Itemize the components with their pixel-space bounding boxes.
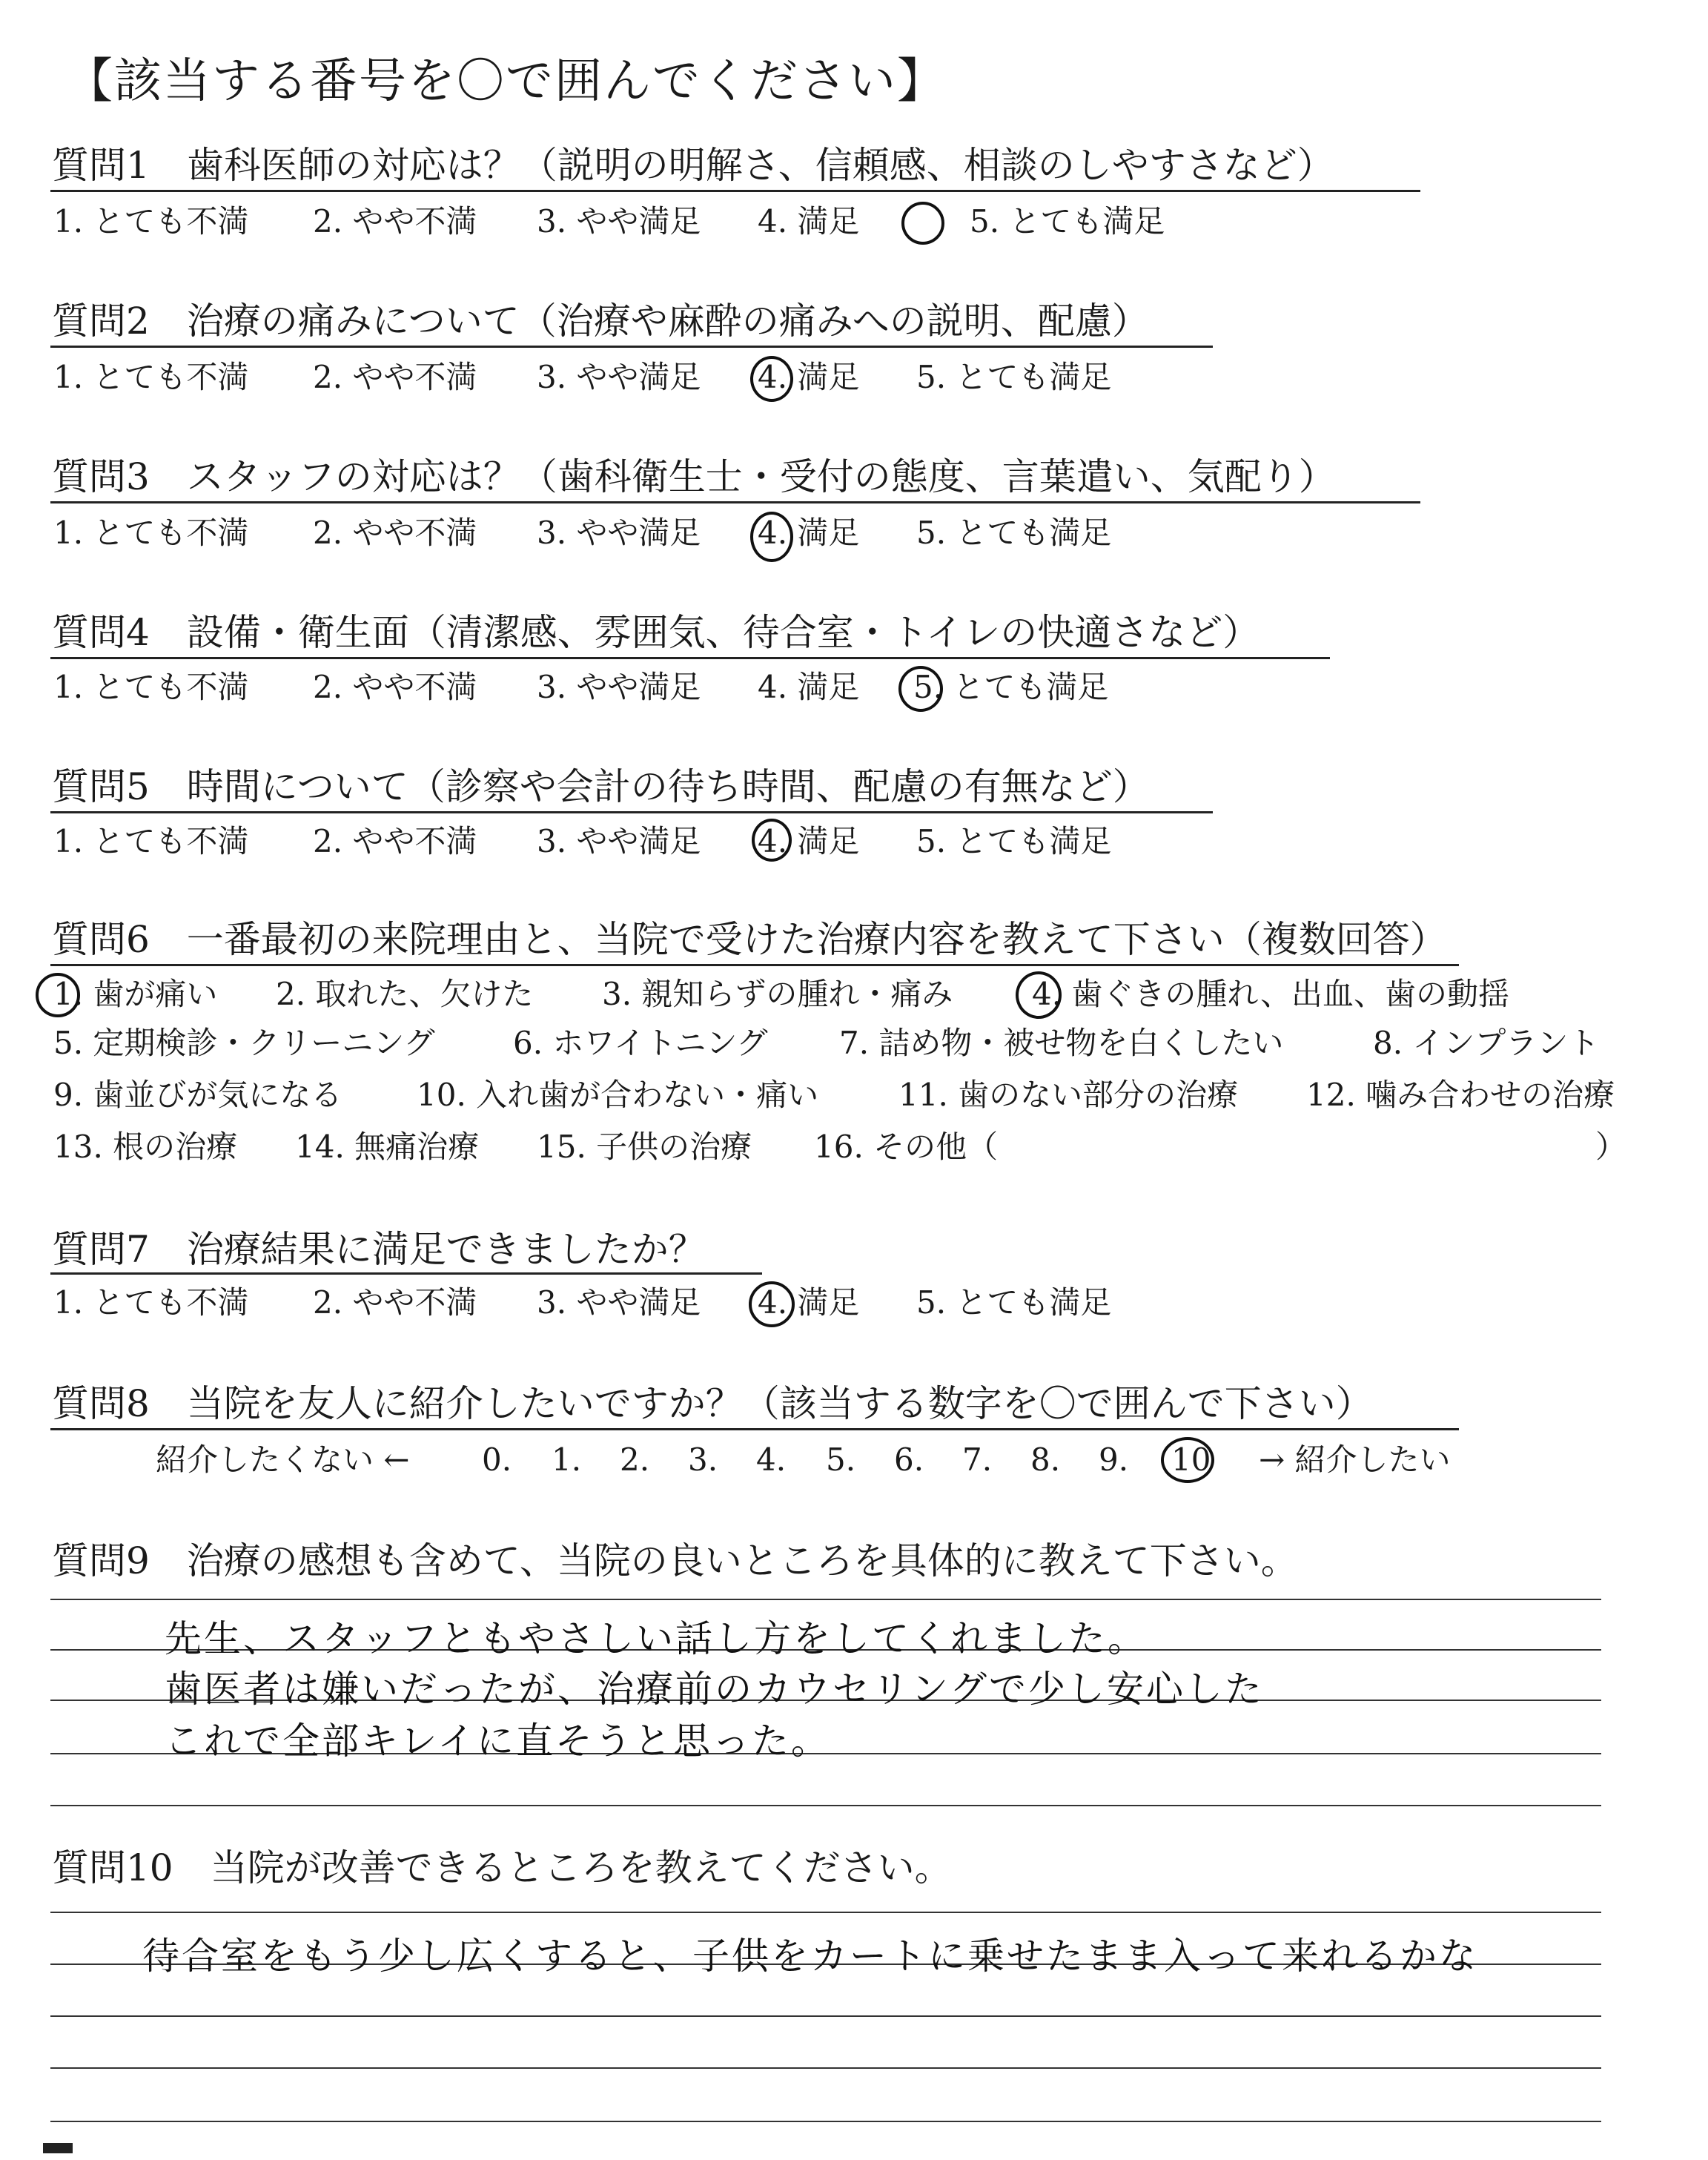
q1-option-3[interactable]: 3. やや満足	[537, 203, 701, 240]
q4-option-1[interactable]: 1. とても不満	[53, 669, 249, 705]
q4-underline	[50, 657, 1330, 659]
q4-option-2[interactable]: 2. やや不満	[313, 669, 477, 705]
q5-option-2[interactable]: 2. やや不満	[313, 823, 477, 859]
q2-option-2[interactable]: 2. やや不満	[313, 359, 477, 395]
q6-option-4[interactable]: 4. 歯ぐきの腫れ、出血、歯の動揺	[1032, 976, 1509, 1012]
q1-option-5[interactable]: 5. とても満足	[970, 203, 1165, 240]
q4-option-3[interactable]: 3. やや満足	[537, 669, 701, 705]
q6-option-1[interactable]: 1. 歯が痛い	[53, 976, 218, 1012]
q8-option-1[interactable]: 1.	[552, 1441, 582, 1478]
q6-option-10[interactable]: 10. 入れ歯が合わない・痛い	[417, 1077, 819, 1113]
q3-underline	[50, 501, 1420, 503]
q2-underline	[50, 346, 1213, 348]
q6-option-14[interactable]: 14. 無痛治療	[295, 1129, 480, 1165]
q6-selection-circle-1	[36, 973, 80, 1017]
q10-heading: 質問10 当院が改善できるところを教えてください。	[52, 1846, 952, 1889]
q7-option-3[interactable]: 3. やや満足	[537, 1284, 701, 1321]
q7-option-4[interactable]: 4. 満足	[758, 1284, 860, 1321]
q1-underline	[50, 190, 1420, 192]
q2-option-3[interactable]: 3. やや満足	[537, 359, 701, 395]
q9-answer-line-1[interactable]: 先生、スタッフともやさしい話し方をしてくれました。	[165, 1617, 1147, 1660]
q6-option-5[interactable]: 5. 定期検診・クリーニング	[53, 1025, 435, 1061]
q1-heading: 質問1 歯科医師の対応は？（説明の明解さ、信頼感、相談のしやすさなど）	[52, 144, 1334, 187]
q10-answer-line-1[interactable]: 待合室をもう少し広くすると、子供をカートに乗せたまま入って来れるかな	[142, 1935, 1478, 1978]
q10-writing-line-1	[50, 1912, 1601, 1913]
page-title: 【該当する番号を〇で囲んでください】	[65, 54, 946, 109]
q8-option-7[interactable]: 7.	[962, 1441, 993, 1478]
q4-option-4[interactable]: 4. 満足	[758, 669, 860, 705]
q6-row-1	[53, 976, 1669, 1016]
q8-underline	[50, 1428, 1459, 1430]
q8-option-4[interactable]: 4.	[756, 1441, 787, 1478]
q6-option-7[interactable]: 7. 詰め物・被せ物を白くしたい	[839, 1025, 1284, 1061]
q5-selection-circle	[752, 819, 792, 862]
q5-heading: 質問5 時間について（診察や会計の待ち時間、配慮の有無など）	[52, 765, 1150, 808]
q2-options	[53, 359, 1239, 399]
q6-other-close: ）	[1595, 1129, 1627, 1165]
q3-option-4[interactable]: 4. 満足	[758, 515, 860, 551]
q5-option-1[interactable]: 1. とても不満	[53, 823, 249, 859]
q3-option-2[interactable]: 2. やや不満	[313, 515, 477, 551]
q3-option-1[interactable]: 1. とても不満	[53, 515, 249, 551]
q1-options	[53, 203, 1239, 243]
q4-selection-circle	[898, 666, 943, 712]
q2-heading: 質問2 治療の痛みについて（治療や麻酔の痛みへの説明、配慮）	[52, 300, 1149, 343]
q2-option-1[interactable]: 1. とても不満	[53, 359, 249, 395]
q9-writing-line-1	[50, 1599, 1601, 1600]
q5-option-3[interactable]: 3. やや満足	[537, 823, 701, 859]
q7-options	[53, 1284, 1239, 1324]
q7-option-5[interactable]: 5. とても満足	[916, 1284, 1112, 1321]
q1-selection-circle	[901, 202, 944, 245]
q10-writing-line-3	[50, 2015, 1601, 2017]
q5-options	[53, 823, 1239, 863]
q1-option-4[interactable]: 4. 満足	[758, 203, 860, 240]
q6-selection-circle-4	[1016, 971, 1062, 1019]
q5-underline	[50, 811, 1213, 813]
q6-option-13[interactable]: 13. 根の治療	[53, 1129, 238, 1165]
q8-right-label: → 紹介したい	[1259, 1441, 1451, 1478]
q7-option-1[interactable]: 1. とても不満	[53, 1284, 249, 1321]
q4-heading: 質問4 設備・衛生面（清潔感、雰囲気、待合室・トイレの快適さなど）	[52, 611, 1260, 654]
q8-option-5[interactable]: 5.	[826, 1441, 856, 1478]
q1-option-2[interactable]: 2. やや不満	[313, 203, 477, 240]
q6-option-15[interactable]: 15. 子供の治療	[537, 1129, 752, 1165]
q3-option-5[interactable]: 5. とても満足	[916, 515, 1112, 551]
q7-selection-circle	[749, 1281, 795, 1327]
page-edge-mark	[43, 2143, 73, 2153]
q9-writing-line-5	[50, 1805, 1601, 1806]
q8-scale	[156, 1441, 1564, 1482]
q8-option-8[interactable]: 8.	[1030, 1441, 1061, 1478]
q9-heading: 質問9 治療の感想も含めて、当院の良いところを具体的に教えて下さい。	[52, 1539, 1298, 1582]
q9-answer-line-2[interactable]: 歯医者は嫌いだったが、治療前のカウセリングで少し安心した	[165, 1668, 1264, 1711]
q8-option-2[interactable]: 2.	[620, 1441, 650, 1478]
q3-options	[53, 515, 1239, 555]
q8-option-0[interactable]: 0.	[482, 1441, 512, 1478]
q2-option-4[interactable]: 4. 満足	[758, 359, 860, 395]
q6-row-2	[53, 1025, 1669, 1065]
q7-underline	[50, 1272, 762, 1275]
q6-option-8[interactable]: 8. インプラント	[1373, 1025, 1600, 1061]
q3-heading: 質問3 スタッフの対応は？（歯科衛生士・受付の態度、言葉遣い、気配り）	[52, 455, 1336, 498]
q6-row-4	[53, 1129, 1669, 1169]
q6-underline	[50, 964, 1459, 966]
q6-heading: 質問6 一番最初の来院理由と、当院で受けた治療内容を教えて下さい（複数回答）	[52, 918, 1447, 961]
q4-options	[53, 669, 1239, 709]
q3-option-3[interactable]: 3. やや満足	[537, 515, 701, 551]
q8-left-label: 紹介したくない ←	[156, 1441, 410, 1478]
q6-option-3[interactable]: 3. 親知らずの腫れ・痛み	[602, 976, 953, 1012]
q6-option-6[interactable]: 6. ホワイトニング	[513, 1025, 768, 1061]
q2-selection-circle	[750, 356, 793, 402]
q8-option-10[interactable]: 10	[1171, 1441, 1211, 1478]
q8-option-3[interactable]: 3.	[688, 1441, 718, 1478]
q10-writing-line-5	[50, 2121, 1601, 2122]
q6-option-11[interactable]: 11. 歯のない部分の治療	[898, 1077, 1239, 1113]
q5-option-5[interactable]: 5. とても満足	[916, 823, 1112, 859]
q6-option-2[interactable]: 2. 取れた、欠けた	[276, 976, 534, 1012]
q6-row-3	[53, 1077, 1669, 1117]
q7-option-2[interactable]: 2. やや不満	[313, 1284, 477, 1321]
q1-option-1[interactable]: 1. とても不満	[53, 203, 249, 240]
q8-selection-circle	[1161, 1437, 1214, 1483]
q4-option-5[interactable]: 5. とても満足	[913, 669, 1109, 705]
q3-selection-circle	[750, 512, 793, 562]
q8-option-9[interactable]: 9.	[1099, 1441, 1129, 1478]
q8-heading: 質問8 当院を友人に紹介したいですか？（該当する数字を〇で囲んで下さい）	[52, 1382, 1373, 1425]
q6-option-16[interactable]: 16. その他（	[814, 1129, 999, 1165]
q2-option-5[interactable]: 5. とても満足	[916, 359, 1112, 395]
q10-writing-line-4	[50, 2067, 1601, 2069]
q5-option-4[interactable]: 4. 満足	[758, 823, 860, 859]
q6-option-12[interactable]: 12. 噛み合わせの治療	[1306, 1077, 1615, 1113]
q7-heading: 質問7 治療結果に満足できましたか？	[52, 1228, 706, 1271]
q8-option-6[interactable]: 6.	[894, 1441, 924, 1478]
q6-option-9[interactable]: 9. 歯並びが気になる	[53, 1077, 342, 1113]
q9-answer-line-3[interactable]: これで全部キレイに直そうと思った。	[165, 1720, 830, 1763]
